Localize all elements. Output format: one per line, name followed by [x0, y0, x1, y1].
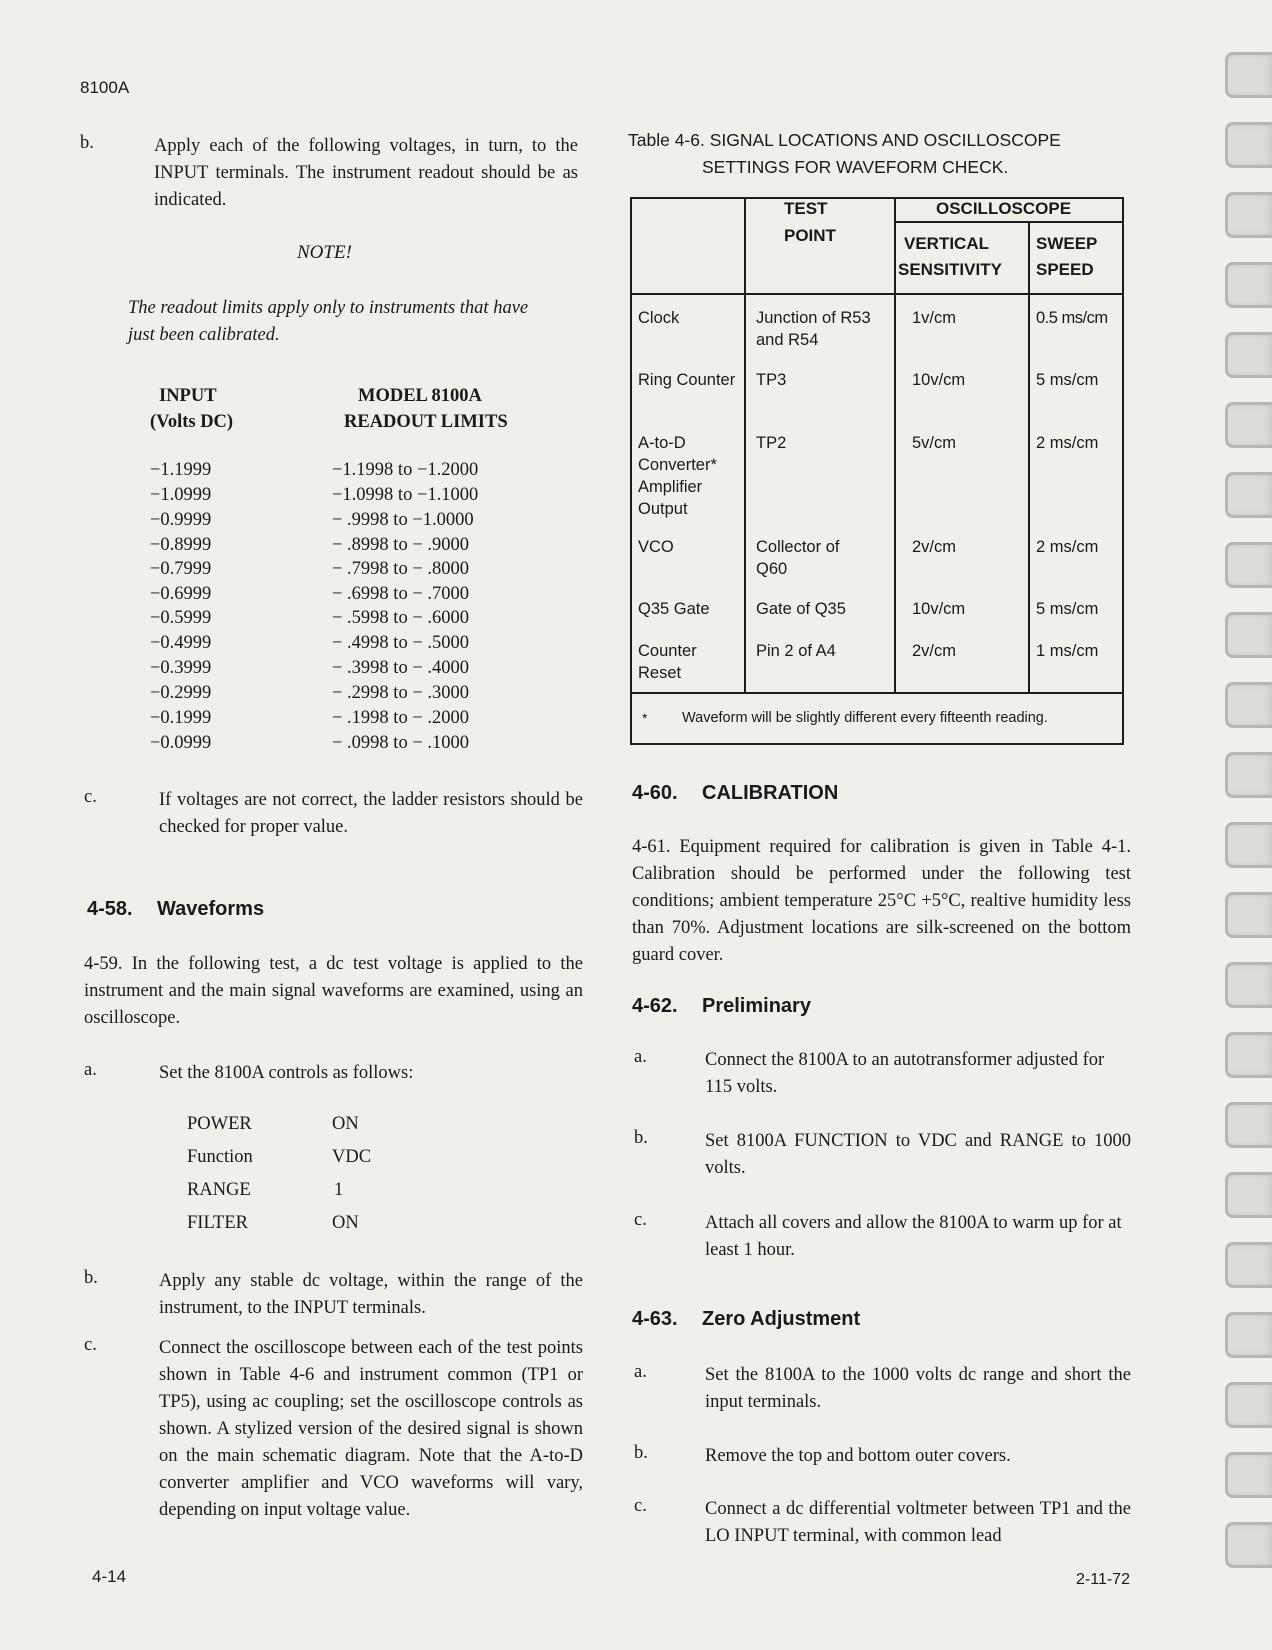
section-title: Zero Adjustment [702, 1308, 861, 1330]
header-sensitivity: SENSITIVITY [898, 260, 1002, 279]
page-number: 4-14 [92, 1567, 127, 1586]
limits-value: − .2998 to − .3000 [332, 683, 470, 703]
revision-date: 2-11-72 [1076, 1571, 1130, 1588]
cell-signal: Counter Reset [638, 642, 697, 682]
limits-input: −0.3999 [150, 658, 212, 678]
section-number: 4-58. [87, 898, 133, 920]
cell-test-point: Pin 2 of A4 [756, 642, 836, 660]
cell-sweep: 2 ms/cm [1036, 434, 1099, 452]
setting-name: FILTER [187, 1213, 248, 1233]
limits-input: −1.1999 [150, 460, 212, 480]
prelim-c-label: c. [634, 1210, 647, 1230]
limits-value: − .3998 to − .4000 [332, 658, 470, 678]
section-number: 4-62. [632, 995, 678, 1017]
binding-rings [1222, 30, 1272, 1630]
limits-col2-head-2: READOUT LIMITS [344, 412, 508, 432]
limits-input: −0.7999 [150, 559, 212, 579]
section-4-63-heading [632, 1308, 860, 1331]
cell-signal: VCO [638, 538, 674, 556]
limits-input: −0.6999 [150, 584, 212, 604]
limits-value: − .4998 to − .5000 [332, 633, 470, 653]
section-4-60-heading [632, 782, 838, 805]
zero-b-label: b. [634, 1443, 648, 1463]
cell-test-point: Collector of Q60 [756, 538, 840, 578]
setting-value: VDC [332, 1147, 372, 1167]
cell-signal: Clock [638, 309, 680, 327]
prelim-b-text: Set 8100A FUNCTION to VDC and RANGE to 1000 volts. [705, 1131, 1131, 1178]
section-4-62-heading [632, 995, 811, 1018]
table-caption-line2: SETTINGS FOR WAVEFORM CHECK. [702, 157, 1009, 177]
cell-vertical: 10v/cm [912, 371, 966, 389]
note-title: NOTE! [297, 242, 352, 263]
cell-signal: Q35 Gate [638, 600, 710, 618]
prelim-b-label: b. [634, 1128, 648, 1148]
cell-sweep: 5 ms/cm [1036, 600, 1099, 618]
limits-value: − .1998 to − .2000 [332, 708, 470, 728]
setting-name: RANGE [187, 1180, 251, 1200]
limits-value: −1.0998 to −1.1000 [332, 485, 479, 505]
limits-col1-head-1: INPUT [159, 386, 217, 406]
footnote-mark: * [642, 710, 648, 726]
header-model: 8100A [80, 78, 130, 97]
limits-value: − .9998 to −1.0000 [332, 510, 474, 530]
cell-test-point: Junction of R53 and R54 [756, 309, 871, 349]
setting-value: ON [332, 1114, 359, 1134]
limits-input: −0.1999 [150, 708, 212, 728]
step-a-text: Set the 8100A controls as follows: [159, 1063, 414, 1083]
section-title: CALIBRATION [702, 782, 839, 804]
cell-vertical: 5v/cm [912, 434, 957, 452]
note-text: The readout limits apply only to instruments that have just been calibrated. [128, 298, 529, 345]
limits-input: −0.9999 [150, 510, 212, 530]
limits-value: − .0998 to − .1000 [332, 733, 470, 753]
header-test: TEST [784, 199, 828, 218]
step-b-label: b. [80, 133, 94, 153]
header-sweep: SWEEP [1036, 234, 1098, 253]
prelim-c-text: Attach all covers and allow the 8100A to warm up for at least 1 hour. [705, 1213, 1122, 1260]
cell-vertical: 2v/cm [912, 642, 957, 660]
paragraph-4-61: 4-61. Equipment required for calibration is given in Table 4-1. Calibration should be performed under the following test conditions; ambient temperature 25°C +5°C, realtive humidity less than 70%. Adjustment locations are silk-screened on the bottom guard cover. [632, 837, 1131, 965]
cell-vertical: 10v/cm [912, 600, 966, 618]
header-oscilloscope: OSCILLOSCOPE [936, 199, 1072, 218]
limits-input: −0.4999 [150, 633, 212, 653]
section-number: 4-63. [632, 1308, 678, 1330]
table-footnote: Waveform will be slightly different every fifteenth reading. [682, 710, 1048, 726]
header-speed: SPEED [1036, 260, 1094, 279]
step-c-label: c. [84, 787, 97, 807]
signal-locations-table [630, 197, 1124, 745]
setting-value: 1 [334, 1180, 344, 1200]
step-c2-text: Connect the oscilloscope between each of the test points shown in Table 4-6 and instrument common (TP1 or TP5), using ac coupling; set the oscilloscope controls as shown. A stylized version of the desired signal is shown on the main schematic diagram. Note that the A-to-D converter amplifier and VCO waveforms will vary, depending on input voltage value. [159, 1338, 583, 1520]
zero-a-label: a. [634, 1362, 647, 1382]
zero-a-text: Set the 8100A to the 1000 volts dc range and short the input terminals. [705, 1365, 1131, 1412]
header-vertical: VERTICAL [904, 234, 989, 253]
limits-input: −0.0999 [150, 733, 212, 753]
section-4-58-heading [87, 898, 264, 921]
cell-signal: Ring Counter [638, 371, 736, 389]
cell-test-point: TP3 [756, 371, 787, 389]
cell-signal: A-to-D Converter* Amplifier Output [638, 434, 717, 518]
section-title: Preliminary [702, 995, 811, 1017]
limits-col1-head-2: (Volts DC) [150, 412, 234, 432]
cell-test-point: Gate of Q35 [756, 600, 846, 618]
limits-value: −1.1998 to −1.2000 [332, 460, 479, 480]
zero-c-label: c. [634, 1496, 647, 1516]
prelim-a-text: Connect the 8100A to an autotransformer adjusted for 115 volts. [705, 1050, 1105, 1097]
header-point: POINT [784, 226, 836, 245]
limits-input: −1.0999 [150, 485, 212, 505]
step-c2-label: c. [84, 1335, 97, 1355]
cell-sweep: 2 ms/cm [1036, 538, 1099, 556]
section-number: 4-60. [632, 782, 678, 804]
cell-sweep: 5 ms/cm [1036, 371, 1099, 389]
limits-value: − .7998 to − .8000 [332, 559, 470, 579]
cell-vertical: 2v/cm [912, 538, 957, 556]
paragraph-4-59: 4-59. In the following test, a dc test voltage is applied to the instrument and the main signal waveforms are examined, using an oscilloscope. [84, 954, 583, 1028]
limits-input: −0.5999 [150, 608, 212, 628]
cell-sweep: 0.5 ms/cm [1036, 309, 1108, 327]
step-b-text: Apply each of the following voltages, in turn, to the INPUT terminals. The instrument readout should be as indicated. [154, 136, 578, 210]
setting-value: ON [332, 1213, 359, 1233]
zero-b-text: Remove the top and bottom outer covers. [705, 1446, 1011, 1466]
cell-test-point: TP2 [756, 434, 787, 452]
limits-input: −0.2999 [150, 683, 212, 703]
cell-sweep: 1 ms/cm [1036, 642, 1099, 660]
cell-vertical: 1v/cm [912, 309, 957, 327]
section-title: Waveforms [157, 898, 265, 920]
limits-col2-head-1: MODEL 8100A [358, 386, 482, 406]
limits-value: − .5998 to − .6000 [332, 608, 470, 628]
limits-input: −0.8999 [150, 535, 212, 555]
zero-c-text: Connect a dc differential voltmeter between TP1 and the LO INPUT terminal, with common lead [705, 1499, 1131, 1546]
step-a-label: a. [84, 1060, 97, 1080]
step-b2-label: b. [84, 1268, 98, 1288]
setting-name: POWER [187, 1114, 252, 1134]
prelim-a-label: a. [634, 1047, 647, 1067]
step-c-text: If voltages are not correct, the ladder resistors should be checked for proper value. [159, 790, 583, 837]
limits-value: − .6998 to − .7000 [332, 584, 470, 604]
table-caption-line1: Table 4-6. SIGNAL LOCATIONS AND OSCILLOSCOPE [628, 130, 1061, 150]
setting-name: Function [187, 1147, 253, 1167]
step-b2-text: Apply any stable dc voltage, within the range of the instrument, to the INPUT terminals. [159, 1271, 583, 1318]
limits-value: − .8998 to − .9000 [332, 535, 470, 555]
